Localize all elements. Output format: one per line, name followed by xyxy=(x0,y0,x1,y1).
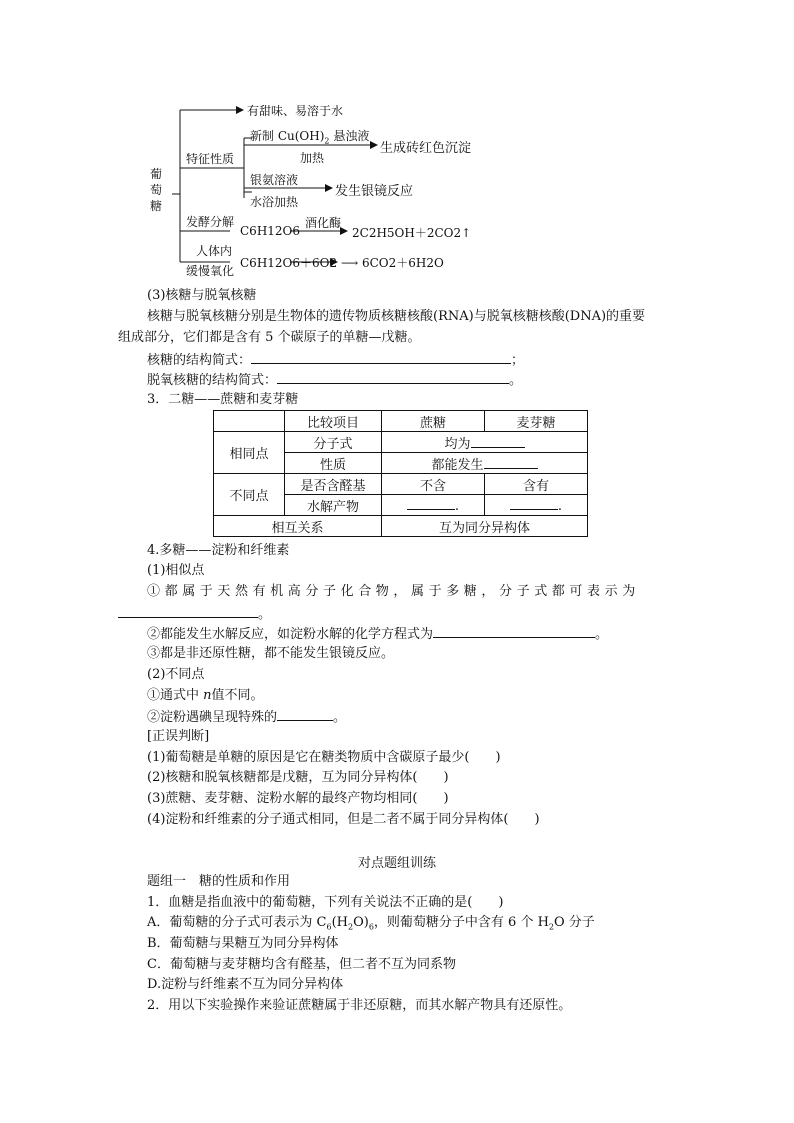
relation-label: 相互关系 xyxy=(214,516,382,537)
diff2-blank xyxy=(277,707,333,721)
judge-1: (1)葡萄糖是单糖的原因是它在糖类物质中含碳原子最少( ) xyxy=(147,750,501,765)
sim1-line: ①都属于天然有机高分子化合物，属于多糖，分子式都可表示为 xyxy=(147,584,640,599)
root-char-1: 葡 xyxy=(150,167,163,181)
s3-title: (3)核糖与脱氧核糖 xyxy=(147,288,257,303)
deoxyribose-line: 脱氧核糖的结构简式： 。 xyxy=(147,370,522,390)
disaccharide-table xyxy=(213,410,588,537)
judge-title: [正误判断] xyxy=(147,729,210,744)
sec4-title: 4.多糖——淀粉和纤维素 xyxy=(147,543,290,558)
slow-ox-label: 缓慢氧化 xyxy=(186,264,235,278)
ald-sucrose: 不含 xyxy=(382,474,485,495)
diagram-root xyxy=(150,166,162,214)
reagent2-label: 银氨溶液 xyxy=(250,173,299,187)
result1-label: 生成砖红色沉淀 xyxy=(380,141,472,156)
property-label: 性质 xyxy=(285,453,382,474)
sim2-line: ②都能发生水解反应，如淀粉水解的化学方程式为 。 xyxy=(147,624,608,644)
judge-4: (4)淀粉和纤维素的分子通式相同，但是二者不属于同分异构体( ) xyxy=(147,812,540,827)
sim-title: (1)相似点 xyxy=(147,563,205,578)
ribose-blank xyxy=(251,350,511,364)
ferment-enzyme: 酒化酶 xyxy=(305,216,342,230)
diff2-line: ②淀粉遇碘呈现特殊的 。 xyxy=(147,707,346,727)
reagent1-label: 新制 $Cu(OH)_2$ 悬浊液 xyxy=(250,129,370,146)
sec3-title: 3．二糖——蔗糖和麦芽糖 xyxy=(147,392,299,407)
q1-option-a: A．葡萄糖的分子式可表示为 $C_6(H_2O)_6$，则葡萄糖分子中含有 6 个 $H_2O$ 分子 xyxy=(147,915,595,932)
practice-title: 对点题组训练 xyxy=(357,856,436,871)
group1-title: 题组一 糖的性质和作用 xyxy=(147,874,291,889)
sim1-blank-line: 。 xyxy=(118,604,271,624)
root-char-3: 糖 xyxy=(150,199,163,213)
sim2-blank xyxy=(433,624,595,638)
branch-top-text: 有甜味、易溶于水 xyxy=(247,104,344,118)
th-item: 比较项目 xyxy=(285,411,382,432)
diff1-line: ①通式中 n值不同。 xyxy=(147,688,264,703)
diff-title: (2)不同点 xyxy=(147,667,205,682)
ferment-label: 发酵分解 xyxy=(186,215,235,229)
aldehyde-label: 是否含醛基 xyxy=(285,474,382,495)
result2-label: 发生银镜反应 xyxy=(335,184,414,199)
body-label: 人体内 xyxy=(196,244,233,258)
q1-option-d: D.淀粉与纤维素不互为同分异构体 xyxy=(147,977,344,992)
same-label: 相同点 xyxy=(214,432,285,474)
th-maltose: 麦芽糖 xyxy=(485,411,588,432)
property-value: 都能发生 xyxy=(382,453,588,474)
question-1: 1．血糖是指血液中的葡萄糖，下列有关说法不正确的是( ) xyxy=(147,895,504,910)
feature-label: 特征性质 xyxy=(186,152,235,166)
judge-2: (2)核糖和脱氧核糖都是戊糖，互为同分异构体( ) xyxy=(147,770,449,785)
hydrolysis-maltose: . xyxy=(485,495,588,516)
s3-para-line1: 核糖与脱氧核糖分别是生物体的遗传物质核糖核酸(RNA)与脱氧核糖核酸(DNA)的重要 xyxy=(147,309,646,324)
q1-option-c: C．葡萄糖与麦芽糖均含有醛基，但二者不互为同系物 xyxy=(147,957,456,972)
ribose-line: 核糖的结构简式： ； xyxy=(147,350,524,370)
hydrolysis-label: 水解产物 xyxy=(285,495,382,516)
ferment-eq-left: C6H12O6 xyxy=(240,224,301,238)
diff-label: 不同点 xyxy=(214,474,285,516)
relation-value: 互为同分异构体 xyxy=(382,516,588,537)
question-2: 2．用以下实验操作来验证蔗糖属于非还原糖，而其水解产物具有还原性。 xyxy=(147,998,572,1013)
cond2-label: 水浴加热 xyxy=(250,195,299,209)
deoxyribose-blank xyxy=(277,370,509,384)
th-sucrose: 蔗糖 xyxy=(382,411,485,432)
s3-para-line2: 组成部分，它们都是含有 5 个碳原子的单糖—戊糖。 xyxy=(118,330,421,345)
ferment-eq-right: 2C2H5OH＋2CO2↑ xyxy=(352,226,472,240)
q1-option-b: B．葡萄糖与果糖互为同分异构体 xyxy=(147,936,339,951)
sim3-line: ③都是非还原性糖，都不能发生银镜反应。 xyxy=(147,646,395,661)
formula-value: 均为 xyxy=(382,432,588,453)
hydrolysis-sucrose: . xyxy=(382,495,485,516)
judge-3: (3)蔗糖、麦芽糖、淀粉水解的最终产物均相同( ) xyxy=(147,791,449,806)
ox-eq: C6H12O6＋6O2 ⟶ 6CO2＋6H2O xyxy=(240,256,444,270)
root-char-2: 萄 xyxy=(150,183,163,197)
ald-maltose: 含有 xyxy=(485,474,588,495)
cond1-label: 加热 xyxy=(300,151,325,165)
sim1-blank xyxy=(118,604,258,618)
formula-label: 分子式 xyxy=(285,432,382,453)
